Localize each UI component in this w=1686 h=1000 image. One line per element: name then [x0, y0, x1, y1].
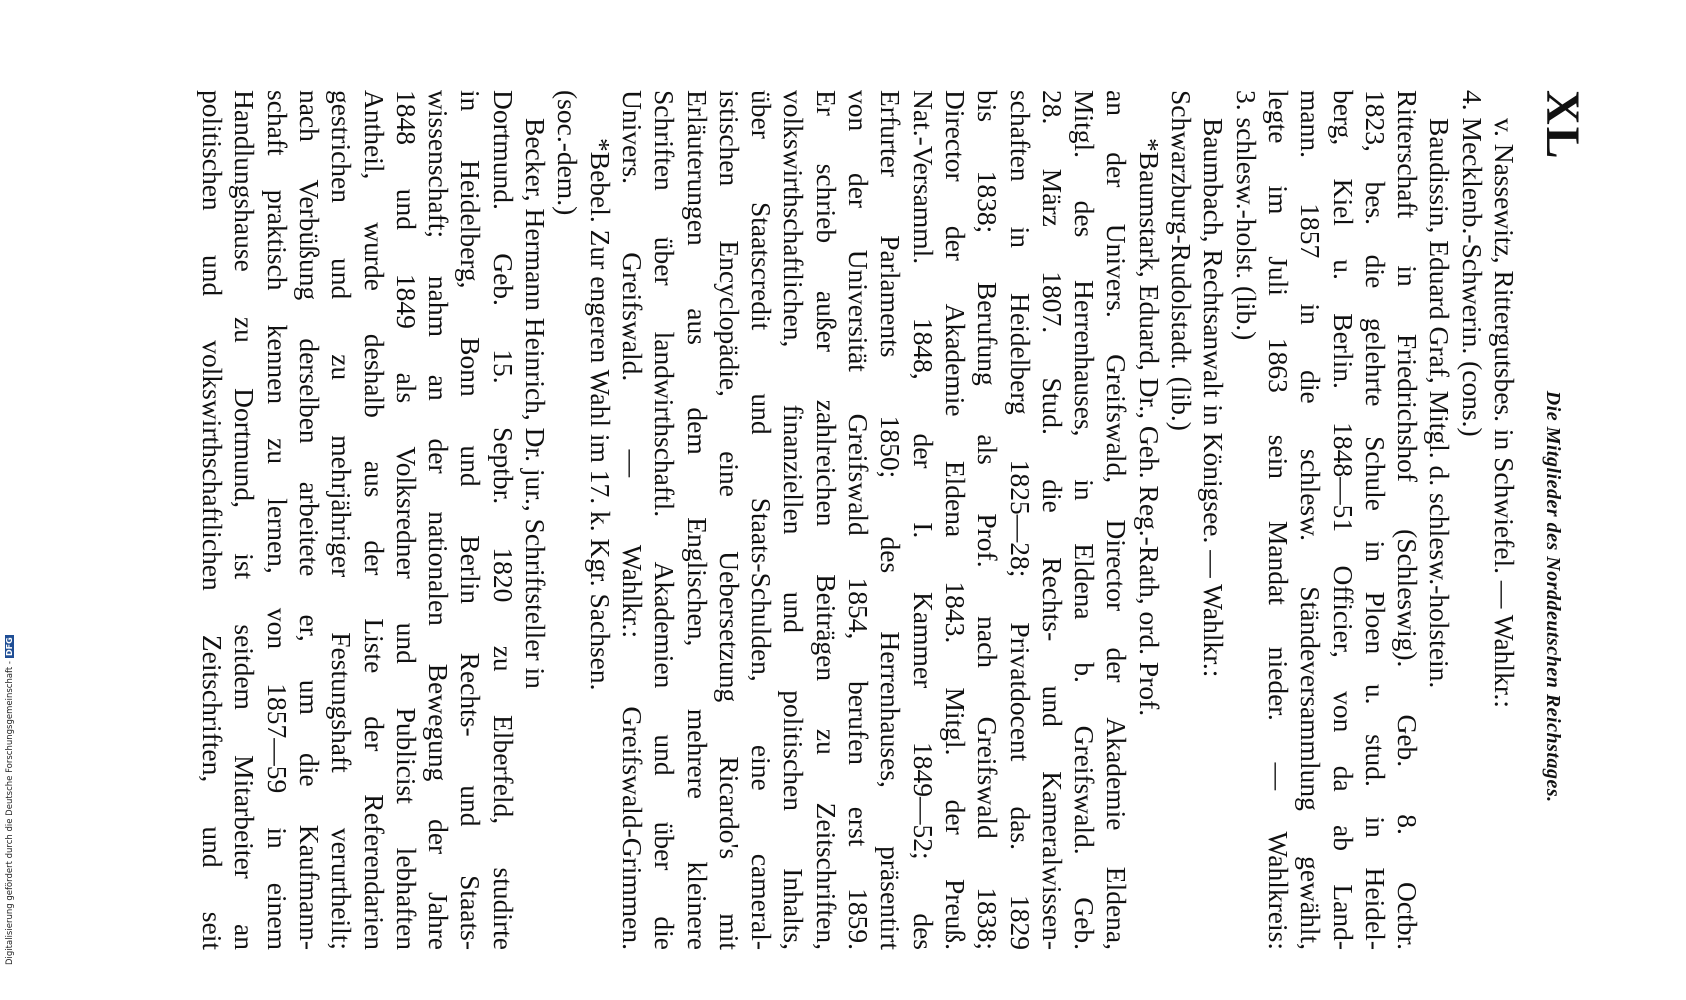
text-line: Erläuterungen aus dem Englischen, mehrere kleinere: [681, 90, 713, 950]
text-line: Erfurter Parlaments 1850; des Herrenhauses, präsentirt: [875, 90, 907, 950]
text-line: nach Verbüßung derselben arbeitete er, um die Kaufmann-: [294, 90, 326, 950]
text-line: Ritterschaft in Friedrichshof (Schleswig). Geb. 8. Octbr.: [1392, 90, 1424, 950]
text-line: an der Univers. Greifswald, Director der Akademie Eldena,: [1101, 90, 1133, 950]
text-line: von der Universität Greifswald 1854, berufen erst 1859.: [843, 90, 875, 950]
text-line: wissenschaft; nahm an der nationalen Bewegung der Jahre: [423, 90, 455, 950]
dfg-logo: DFG: [5, 637, 14, 657]
text-line: mann. 1857 in die schlesw. Ständeversammlung gewählt,: [1295, 90, 1327, 950]
text-line: über Staatscredit und Staats-Schulden, eine cameral-: [746, 90, 778, 950]
text-line: Schwarzburg-Rudolstadt. (lib.): [1166, 90, 1198, 431]
text-line: schaften in Heidelberg 1825—28; Privatdocent das. 1829: [1004, 90, 1036, 950]
text-line: Mitgl. des Herrenhauses, in Eldena b. Greifswald. Geb.: [1069, 90, 1101, 950]
text-line: 1848 und 1849 als Volksredner und Publicist lebhaften: [390, 90, 422, 950]
text-line: volkswirthschaftlichen, finanziellen und politischen Inhalts,: [778, 90, 810, 950]
text-line: (soc.-dem.): [552, 90, 584, 216]
text-line: *Bebel. Zur engeren Wahl im 17. k. Kgr. Sachsen.: [584, 138, 616, 691]
text-line: Director der Akademie Eldena 1843. Mitgl. der Preuß.: [939, 90, 971, 950]
digitization-notice: [0, 0, 16, 1000]
text-line: 28. März 1807. Stud. die Rechts- und Kameralwissen-: [1036, 90, 1068, 950]
text-line: 3. schlesw.-holst. (lib.): [1230, 90, 1262, 341]
text-line: Univers. Greifswald. — Wahlkr.: Greifswald-Grimmen.: [616, 90, 648, 950]
text-line: in Heidelberg, Bonn und Berlin Rechts- und Staats-: [455, 90, 487, 950]
text-line: v. Nassewitz, Rittergutsbes. in Schwiefel. — Wahlkr.:: [1489, 118, 1520, 708]
text-line: Nat.-Versamml. 1848, der I. Kammer 1849—52; des: [907, 90, 939, 950]
rotated-book-page: [160, 90, 1590, 950]
text-line: *Baumstark, Eduard, Dr., Geh. Reg.-Rath, ord. Prof.: [1133, 138, 1165, 717]
text-line: Dortmund. Geb. 15. Septbr. 1820 zu Elberfeld, studirte: [487, 90, 519, 950]
text-line: Baumbach, Rechtsanwalt in Königsee. — Wahlkr.:: [1198, 118, 1230, 678]
page-header: [1520, 90, 1590, 950]
text-line: schaft praktisch kennen zu lernen, von 1857—59 in einem: [261, 90, 293, 950]
notice-label: Digitalisierung gefördert durch die Deutsche Forschungsgemeinschaft -: [5, 661, 15, 965]
digitization-notice-text: [5, 637, 15, 965]
text-line: legte im Juli 1863 sein Mandat nieder. — Wahlkreis:: [1262, 90, 1294, 950]
running-head: Die Mitglieder des Norddeutschen Reichstages.: [1542, 390, 1564, 803]
text-line: istischen Encyclopädie, eine Uebersetzung Ricardo's mit: [713, 90, 745, 950]
text-line: Handlungshause zu Dortmund, ist seitdem Mitarbeiter an: [229, 90, 261, 950]
text-line: Becker, Hermann Heinrich, Dr. jur., Schriftsteller in: [520, 118, 552, 689]
text-line: Antheil, wurde deshalb aus der Liste der Referendarien: [358, 90, 390, 950]
text-line: politischen und volkswirthschaftlichen Zeitschriften, und seit: [197, 90, 229, 950]
text-line: 1823, bes. die gelehrte Schule in Ploen u. stud. in Heidel-: [1359, 90, 1391, 950]
text-line: gestrichen und zu mehrjähriger Festungshaft verurtheilt;: [326, 90, 358, 950]
text-line: Schriften über landwirthschaftl. Akademien und über die: [649, 90, 681, 950]
text-line: 4. Mecklenb.-Schwerin. (cons.): [1456, 90, 1488, 437]
text-line: bis 1838; Berufung als Prof. nach Greifswald 1838;: [972, 90, 1004, 950]
text-line: Er schrieb außer zahlreichen Beiträgen zu Zeitschriften,: [810, 90, 842, 950]
page-number: XL: [1536, 90, 1589, 161]
text-line: Baudissin, Eduard Graf, Mitgl. d. schlesw.-holstein.: [1424, 118, 1456, 689]
text-line: berg, Kiel u. Berlin. 1848—51 Officier, von da ab Land-: [1327, 90, 1359, 950]
body-text: [196, 90, 1520, 950]
